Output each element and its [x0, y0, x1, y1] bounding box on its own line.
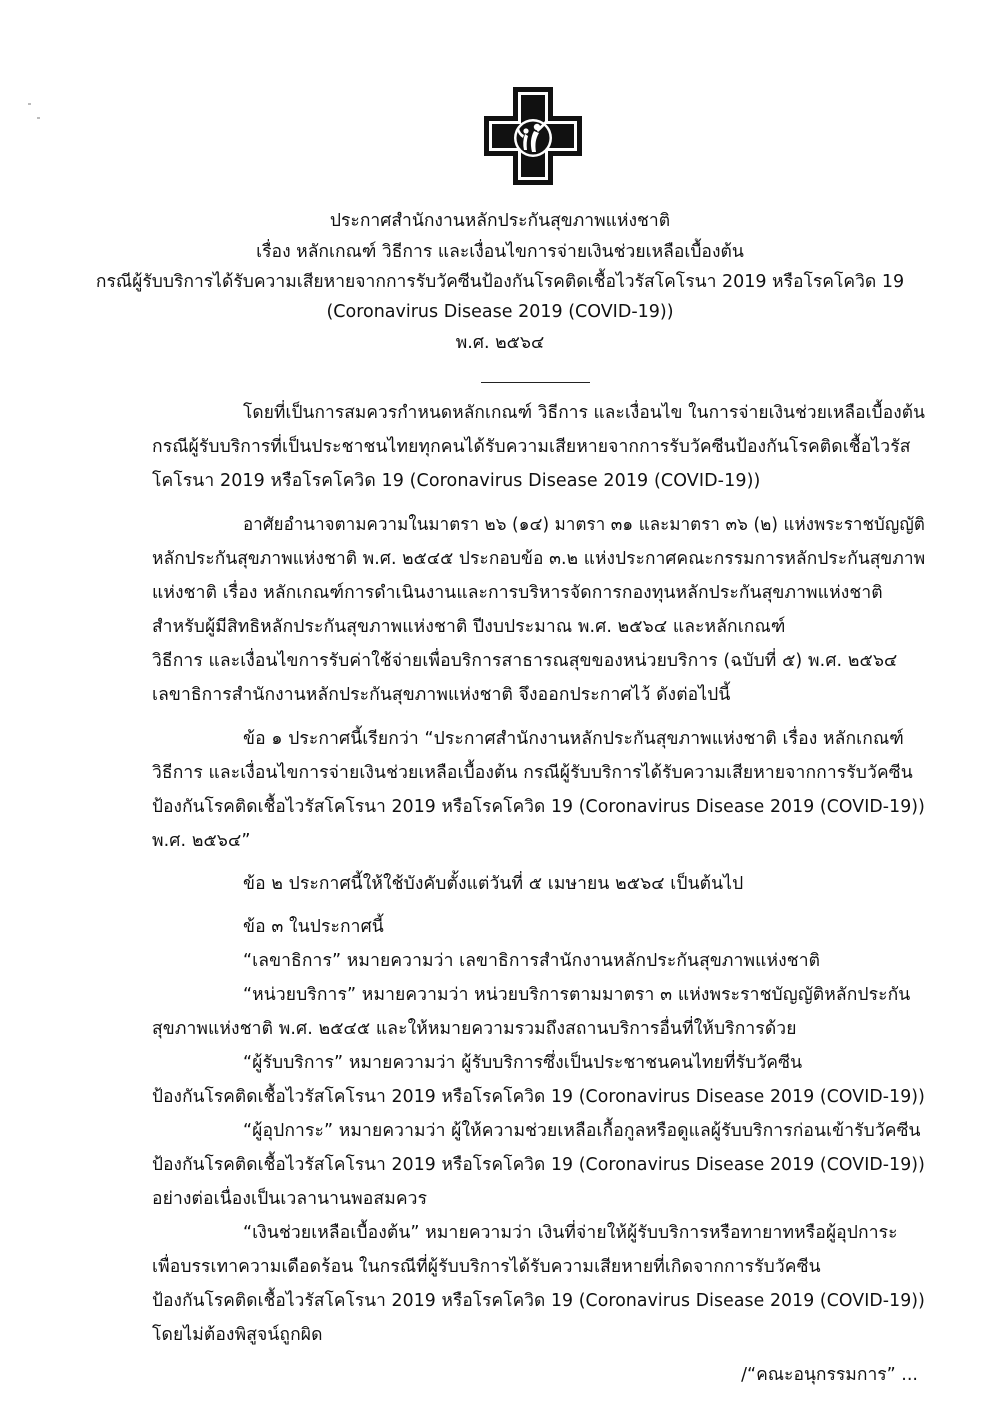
scan-mark [37, 117, 40, 119]
announcement-subject: เรื่อง หลักเกณฑ์ วิธีการ และเงื่อนไขการจ่ายเงินช่วยเหลือเบื้องต้น [256, 242, 744, 262]
clause-1-line: ป้องกันโรคติดเชื้อไวรัสโคโรนา 2019 หรือโรคโควิด 19 (Coronavirus Disease 2019 (COVID-19)) [152, 797, 925, 817]
continuation-note: /“คณะอนุกรรมการ” ... [741, 1365, 918, 1385]
authority-line: หลักประกันสุขภาพแห่งชาติ พ.ศ. ๒๕๔๕ ประกอบข้อ ๓.๒ แห่งประกาศคณะกรรมการหลักประกันสุขภาพ [152, 549, 926, 569]
definition-line: “เงินช่วยเหลือเบื้องต้น” หมายความว่า เงินที่จ่ายให้ผู้รับบริการหรือทายาทหรือผู้อุปการะ [243, 1223, 898, 1243]
announcement-subject-english: (Coronavirus Disease 2019 (COVID-19)) [326, 302, 674, 322]
definition-line: โดยไม่ต้องพิสูจน์ถูกผิด [152, 1325, 323, 1345]
definition-line: “เลขาธิการ” หมายความว่า เลขาธิการสำนักงานหลักประกันสุขภาพแห่งชาติ [243, 951, 821, 971]
announcement-year: พ.ศ. ๒๕๖๔ [455, 333, 545, 353]
definition-line: ป้องกันโรคติดเชื้อไวรัสโคโรนา 2019 หรือโรคโควิด 19 (Coronavirus Disease 2019 (COVID-19)) [152, 1155, 925, 1175]
clause-1-line: พ.ศ. ๒๕๖๔” [152, 831, 251, 851]
preamble-line: โคโรนา 2019 หรือโรคโควิด 19 (Coronavirus Disease 2019 (COVID-19)) [152, 471, 761, 491]
preamble-line: กรณีผู้รับบริการที่เป็นประชาชนไทยทุกคนได้รับความเสียหายจากการรับวัคซีนป้องกันโรคติดเชื้อไวรัส [152, 437, 911, 457]
authority-line: เลขาธิการสำนักงานหลักประกันสุขภาพแห่งชาติ จึงออกประกาศไว้ ดังต่อไปนี้ [152, 685, 731, 705]
clause-1-line: วิธีการ และเงื่อนไขการจ่ายเงินช่วยเหลือเบื้องต้น กรณีผู้รับบริการได้รับความเสียหายจากการรับวัคซีน [152, 763, 913, 783]
definition-line: ป้องกันโรคติดเชื้อไวรัสโคโรนา 2019 หรือโรคโควิด 19 (Coronavirus Disease 2019 (COVID-19)) [152, 1087, 925, 1107]
authority-line: สำหรับผู้มีสิทธิหลักประกันสุขภาพแห่งชาติ ปีงบประมาณ พ.ศ. ๒๕๖๔ และหลักเกณฑ์ [152, 617, 786, 637]
announcement-title: ประกาศสำนักงานหลักประกันสุขภาพแห่งชาติ [329, 211, 671, 231]
definition-line: “หน่วยบริการ” หมายความว่า หน่วยบริการตามมาตรา ๓ แห่งพระราชบัญญัติหลักประกัน [243, 985, 911, 1005]
clause-3-heading: ข้อ ๓ ในประกาศนี้ [243, 917, 384, 937]
title-divider [481, 382, 590, 383]
definition-line: สุขภาพแห่งชาติ พ.ศ. ๒๕๔๕ และให้หมายความรวมถึงสถานบริการอื่นที่ให้บริการด้วย [152, 1019, 797, 1039]
definition-line: ป้องกันโรคติดเชื้อไวรัสโคโรนา 2019 หรือโรคโควิด 19 (Coronavirus Disease 2019 (COVID-19)) [152, 1291, 925, 1311]
clause-1-line: ข้อ ๑ ประกาศนี้เรียกว่า “ประกาศสำนักงานหลักประกันสุขภาพแห่งชาติ เรื่อง หลักเกณฑ์ [243, 729, 904, 749]
authority-line: วิธีการ และเงื่อนไขการรับค่าใช้จ่ายเพื่อบริการสาธารณสุขของหน่วยบริการ (ฉบับที่ ๕) พ.ศ. ๒๕๖๔ [152, 651, 898, 671]
definition-line: เพื่อบรรเทาความเดือดร้อน ในกรณีที่ผู้รับบริการได้รับความเสียหายที่เกิดจากการรับวัคซีน [152, 1257, 821, 1277]
preamble-line: โดยที่เป็นการสมควรกำหนดหลักเกณฑ์ วิธีการ และเงื่อนไข ในการจ่ายเงินช่วยเหลือเบื้องต้น [243, 403, 925, 423]
authority-line: แห่งชาติ เรื่อง หลักเกณฑ์การดำเนินงานและการบริหารจัดการกองทุนหลักประกันสุขภาพแห่งชาติ [152, 583, 883, 603]
scan-mark [28, 103, 31, 105]
definition-line: อย่างต่อเนื่องเป็นเวลานานพอสมควร [152, 1189, 428, 1209]
nhso-cross-logo [483, 86, 583, 186]
definition-line: “ผู้อุปการะ” หมายความว่า ผู้ให้ความช่วยเหลือเกื้อกูลหรือดูแลผู้รับบริการก่อนเข้ารับวัคซีน [243, 1121, 921, 1141]
definition-line: “ผู้รับบริการ” หมายความว่า ผู้รับบริการซึ่งเป็นประชาชนคนไทยที่รับวัคซีน [243, 1053, 803, 1073]
clause-2-line: ข้อ ๒ ประกาศนี้ให้ใช้บังคับตั้งแต่วันที่ ๕ เมษายน ๒๕๖๔ เป็นต้นไป [243, 874, 744, 894]
announcement-subject-case: กรณีผู้รับบริการได้รับความเสียหายจากการรับวัคซีนป้องกันโรคติดเชื้อไวรัสโคโรนา 2019 หรือโรคโควิด 19 [95, 272, 905, 292]
authority-line: อาศัยอำนาจตามความในมาตรา ๒๖ (๑๔) มาตรา ๓๑ และมาตรา ๓๖ (๒) แห่งพระราชบัญญัติ [243, 515, 925, 535]
